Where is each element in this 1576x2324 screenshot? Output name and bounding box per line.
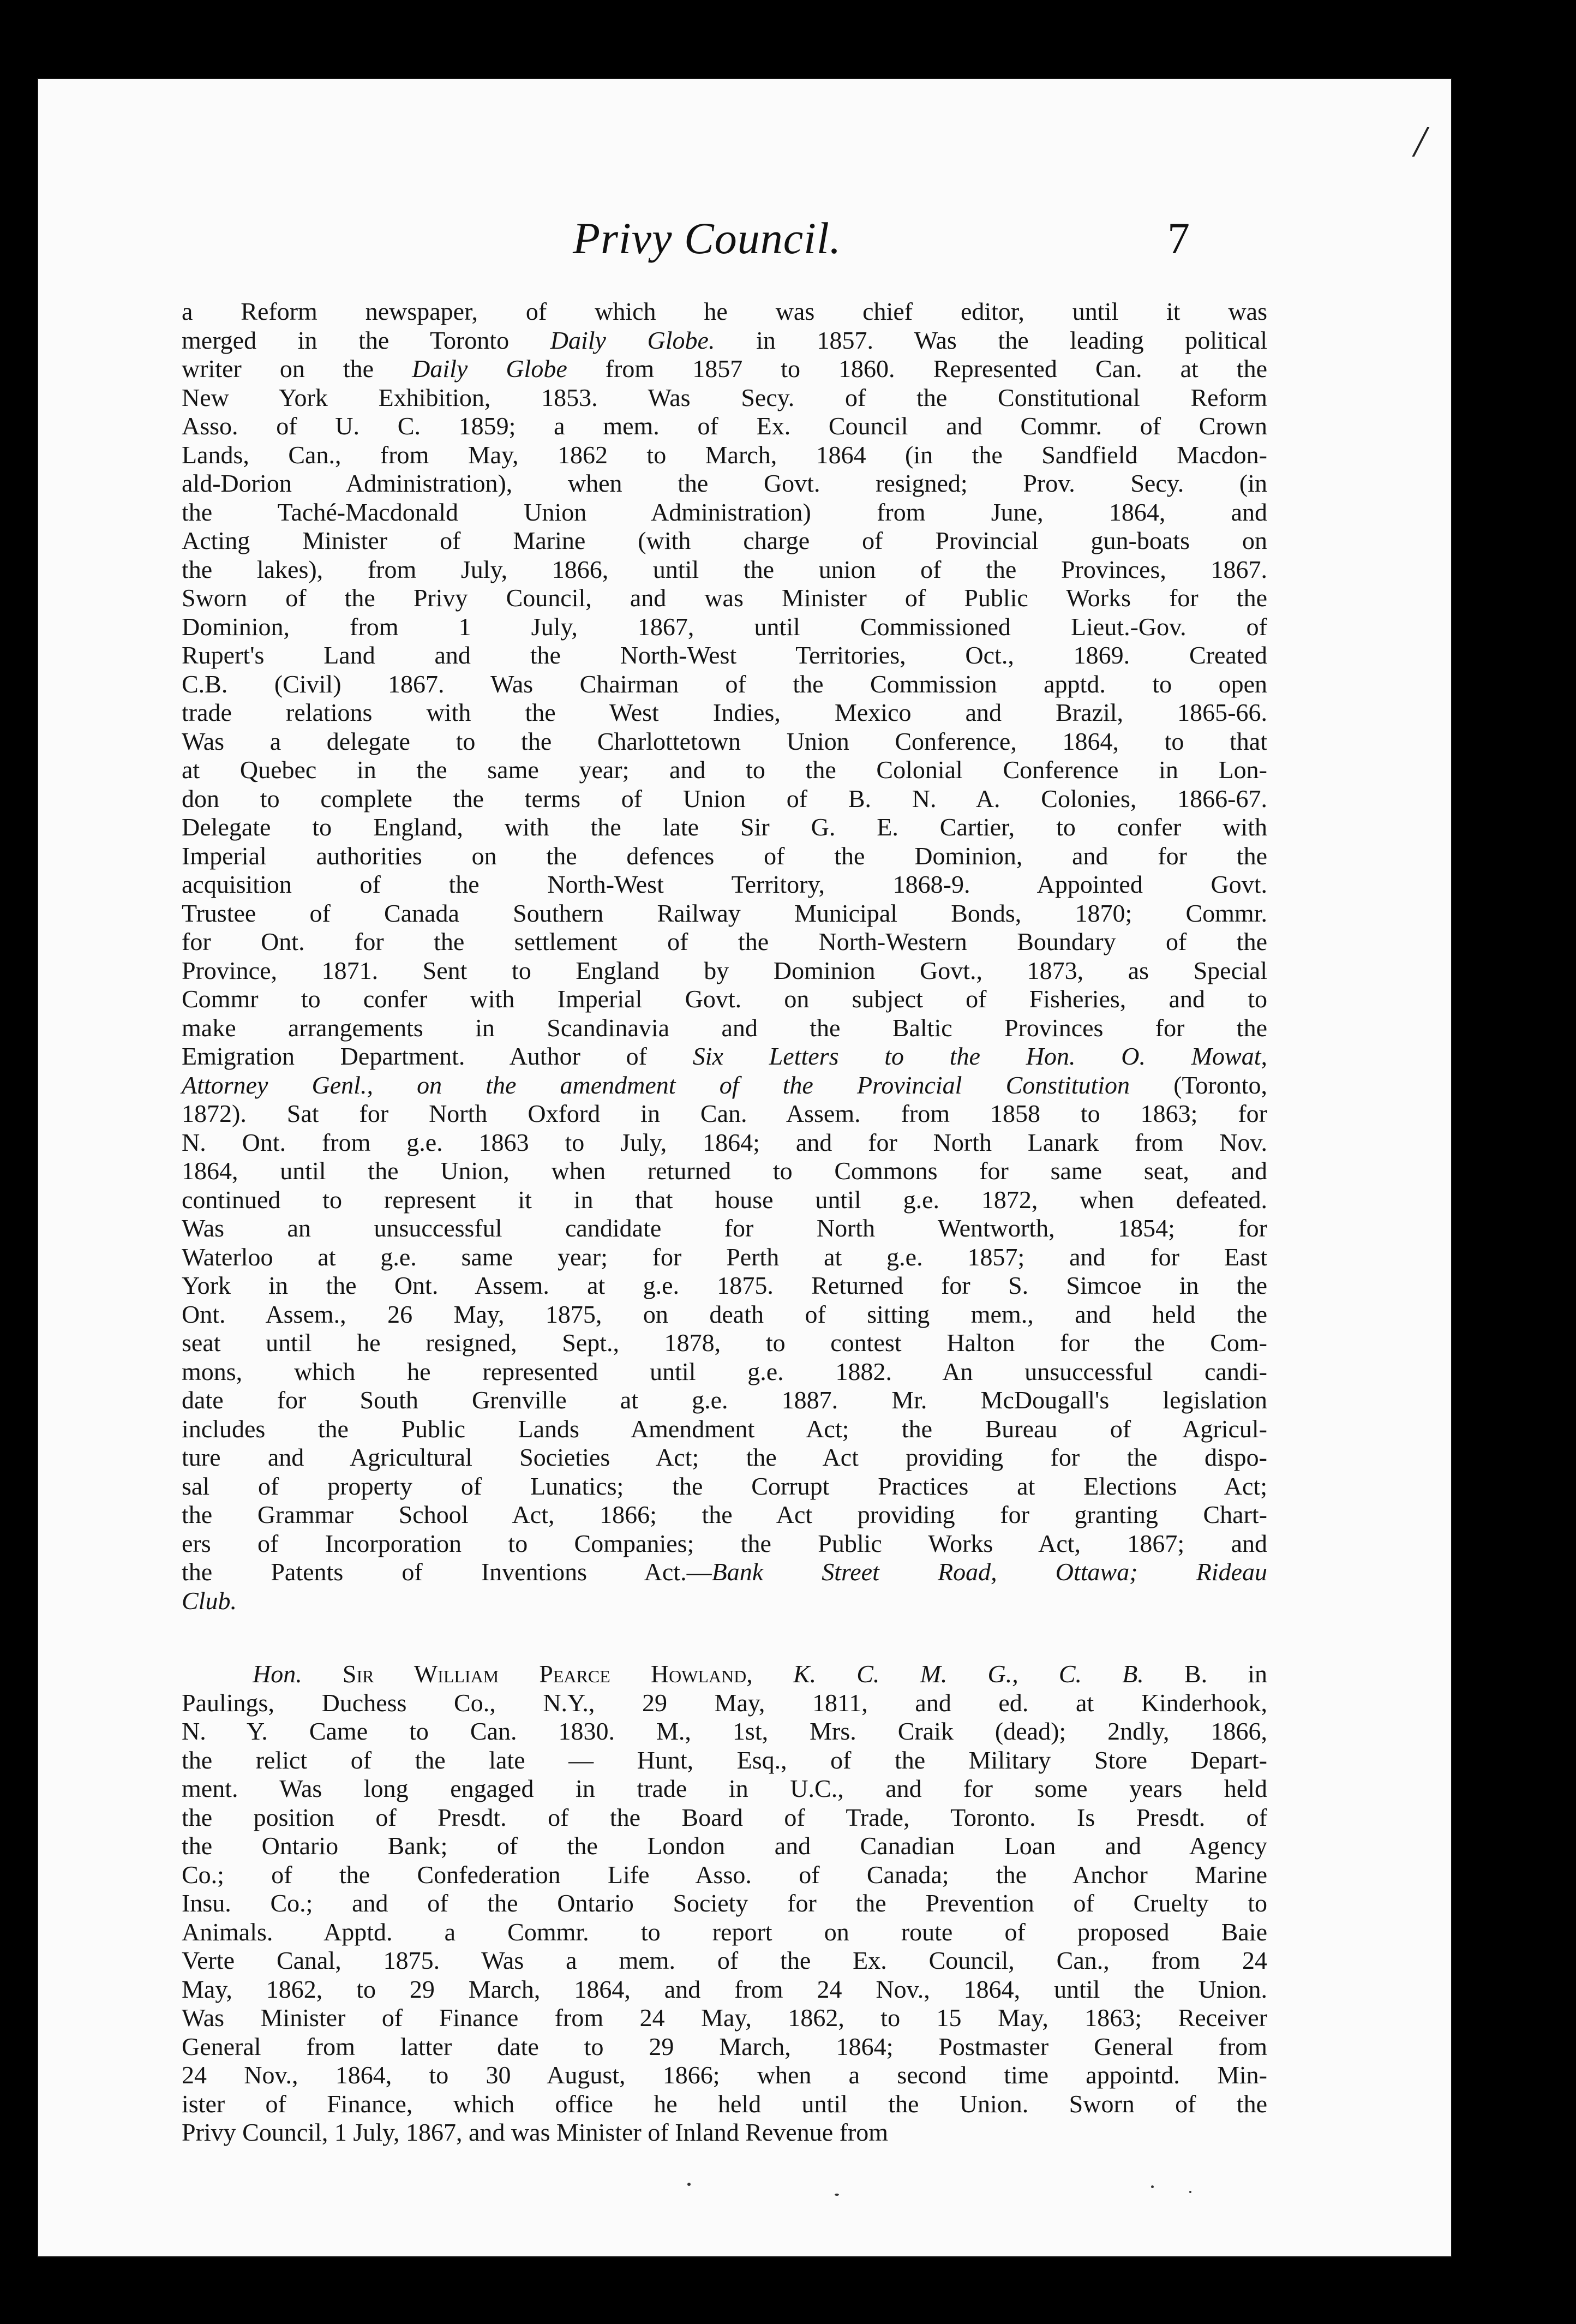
text-line: the Taché-Macdonald Union Administration) from June, 1864, and <box>182 498 1267 526</box>
text-line: Was Minister of Finance from 24 May, 1862, to 15 May, 1863; Receiver <box>182 2004 1267 2032</box>
text-line: at Quebec in the same year; and to the Colonial Conference in Lon- <box>182 756 1267 784</box>
text-line: Asso. of U. C. 1859; a mem. of Ex. Council and Commr. of Crown <box>182 412 1267 440</box>
page-number: 7 <box>1167 213 1190 263</box>
book-page <box>38 79 1451 2256</box>
text-line: the Grammar School Act, 1866; the Act providing for granting Chart- <box>182 1501 1267 1528</box>
text-line: Lands, Can., from May, 1862 to March, 1864 (in the Sandfield Macdon- <box>182 440 1267 469</box>
text-line: Animals. Apptd. a Commr. to report on route of proposed Baie <box>182 1917 1267 1946</box>
text-line <box>182 1587 1267 1616</box>
text-line: Imperial authorities on the defences of the Dominion, and for the <box>182 841 1267 870</box>
italic-text: Bank Street Road, Ottawa; Rideau <box>711 1558 1267 1586</box>
paragraph-mcdougall <box>182 297 1267 1615</box>
text-line: Attorney Genl., on the amendment of the Provincial Constitution (Toronto, <box>182 1071 1267 1099</box>
text-line: N. Y. Came to Can. 1830. M., 1st, Mrs. Craik (dead); 2ndly, 1866, <box>182 1717 1267 1745</box>
text-line: ers of Incorporation to Companies; the Public Works Act, 1867; and <box>182 1529 1267 1557</box>
text-line: date for South Grenville at g.e. 1887. Mr. McDougall's legislation <box>182 1386 1267 1414</box>
text-line: seat until he resigned, Sept., 1878, to contest Halton for the Com- <box>182 1329 1267 1357</box>
text-line: Sworn of the Privy Council, and was Minister of Public Works for the <box>182 584 1267 612</box>
text-line: sal of property of Lunatics; the Corrupt Practices at Elections Act; <box>182 1472 1267 1500</box>
text-line: York in the Ont. Assem. at g.e. 1875. Returned for S. Simcoe in the <box>182 1271 1267 1299</box>
text-line: the position of Presdt. of the Board of Trade, Toronto. Is Presdt. of <box>182 1803 1267 1831</box>
text-line: ment. Was long engaged in trade in U.C., and for some years held <box>182 1775 1267 1802</box>
text-line: May, 1862, to 29 March, 1864, and from 24 Nov., 1864, until the Union. <box>182 1975 1267 2003</box>
text-line: Insu. Co.; and of the Ontario Society for the Prevention of Cruelty to <box>182 1889 1267 1917</box>
text-line: Was an unsuccessful candidate for North Wentworth, 1854; for <box>182 1214 1267 1242</box>
text-line: the relict of the late — Hunt, Esq., of the Military Store Depart- <box>182 1746 1267 1774</box>
text-line: New York Exhibition, 1853. Was Secy. of the Constitutional Reform <box>182 383 1267 411</box>
page-title: Privy Council. <box>573 213 842 263</box>
text-line: the Ontario Bank; of the London and Canadian Loan and Agency <box>182 1832 1267 1860</box>
text-line: writer on the Daily Globe from 1857 to 1860. Represented Can. at the <box>182 355 1267 383</box>
text-line: continued to represent it in that house until g.e. 1872, when defeated. <box>182 1185 1267 1214</box>
text-line: Trustee of Canada Southern Railway Municipal Bonds, 1870; Commr. <box>182 899 1267 927</box>
text-line: a Reform newspaper, of which he was chief editor, until it was <box>182 297 1267 325</box>
text-line: the Patents of Inventions Act.—Bank Street Road, Ottawa; Rideau <box>182 1558 1267 1586</box>
text-line: Emigration Department. Author of Six Letters to the Hon. O. Mowat, <box>182 1042 1267 1070</box>
text-line: Acting Minister of Marine (with charge of Provincial gun-boats on <box>182 527 1267 554</box>
text-line: Commr to confer with Imperial Govt. on subject of Fisheries, and to <box>182 985 1267 1013</box>
print-speck <box>1151 2185 1154 2188</box>
text-line: acquisition of the North-West Territory, 1868-9. Appointed Govt. <box>182 870 1267 898</box>
italic-text: Daily Globe. <box>550 326 715 354</box>
text-line: make arrangements in Scandinavia and the Baltic Provinces for the <box>182 1013 1267 1042</box>
text-line: ister of Finance, which office he held until the Union. Sworn of the <box>182 2089 1267 2118</box>
text-line: N. Ont. from g.e. 1863 to July, 1864; and for North Lanark from Nov. <box>182 1128 1267 1156</box>
body-text <box>182 297 1267 2147</box>
small-caps-name: Sir William Pearce Howland, <box>342 1660 753 1688</box>
italic-text: Club. <box>182 1586 237 1615</box>
text-line: Hon. Sir William Pearce Howland, K. C. M. G., C. B. B. in <box>253 1660 1268 1688</box>
text-line: Paulings, Duchess Co., N.Y., 29 May, 1811, and ed. at Kinderhook, <box>182 1688 1267 1717</box>
text-line: ture and Agricultural Societies Act; the Act providing for the dispo- <box>182 1443 1267 1471</box>
text-line: 1872). Sat for North Oxford in Can. Assem. from 1858 to 1863; for <box>182 1100 1267 1127</box>
text-line: Ont. Assem., 26 May, 1875, on death of sitting mem., and held the <box>182 1300 1267 1328</box>
italic-text: Daily Globe <box>412 355 567 383</box>
text-line: Delegate to England, with the late Sir G. E. Cartier, to confer with <box>182 813 1267 841</box>
text-line: Dominion, from 1 July, 1867, until Commissioned Lieut.-Gov. of <box>182 612 1267 641</box>
italic-text: Six Letters to the Hon. O. Mowat, <box>692 1042 1267 1070</box>
text-line: mons, which he represented until g.e. 1882. An unsuccessful candi- <box>182 1357 1267 1385</box>
corner-mark: / <box>1414 118 1427 166</box>
text-line: General from latter date to 29 March, 1864; Postmaster General from <box>182 2032 1267 2060</box>
text-line: trade relations with the West Indies, Mexico and Brazil, 1865-66. <box>182 698 1267 726</box>
text-line: Rupert's Land and the North-West Territories, Oct., 1869. Created <box>182 641 1267 669</box>
text-line: for Ont. for the settlement of the North-Western Boundary of the <box>182 928 1267 955</box>
text-line: the lakes), from July, 1866, until the union of the Provinces, 1867. <box>182 555 1267 583</box>
text-line: 24 Nov., 1864, to 30 August, 1866; when a second time appointd. Min- <box>182 2061 1267 2089</box>
text-line: Waterloo at g.e. same year; for Perth at g.e. 1857; and for East <box>182 1242 1267 1271</box>
text-line: 1864, until the Union, when returned to Commons for same seat, and <box>182 1157 1267 1185</box>
print-speck <box>687 2183 691 2186</box>
text-line: merged in the Toronto Daily Globe. in 1857. Was the leading political <box>182 326 1267 354</box>
italic-text: Attorney Genl., on the amendment of the Provincial Constitution <box>182 1071 1130 1099</box>
italic-text: K. C. M. G., C. B. <box>793 1660 1144 1688</box>
paragraph-howland <box>182 1660 1267 2147</box>
text-line: don to complete the terms of Union of B. N. A. Colonies, 1866-67. <box>182 784 1267 812</box>
text-line: Was a delegate to the Charlottetown Union Conference, 1864, to that <box>182 727 1267 755</box>
print-speck <box>1189 2191 1191 2193</box>
text-line: Co.; of the Confederation Life Asso. of Canada; the Anchor Marine <box>182 1860 1267 1889</box>
running-header <box>38 213 1451 278</box>
text-line: includes the Public Lands Amendment Act; the Bureau of Agricul- <box>182 1414 1267 1443</box>
text-line: C.B. (Civil) 1867. Was Chairman of the Commission apptd. to open <box>182 670 1267 698</box>
text-line: Privy Council, 1 July, 1867, and was Minister of Inland Revenue from <box>182 2118 889 2146</box>
text-line: Verte Canal, 1875. Was a mem. of the Ex. Council, Can., from 24 <box>182 1946 1267 1974</box>
text-line: ald-Dorion Administration), when the Govt. resigned; Prov. Secy. (in <box>182 469 1267 497</box>
italic-text: Hon. <box>253 1660 302 1688</box>
text-line: Province, 1871. Sent to England by Dominion Govt., 1873, as Special <box>182 956 1267 984</box>
print-speck <box>835 2194 839 2196</box>
